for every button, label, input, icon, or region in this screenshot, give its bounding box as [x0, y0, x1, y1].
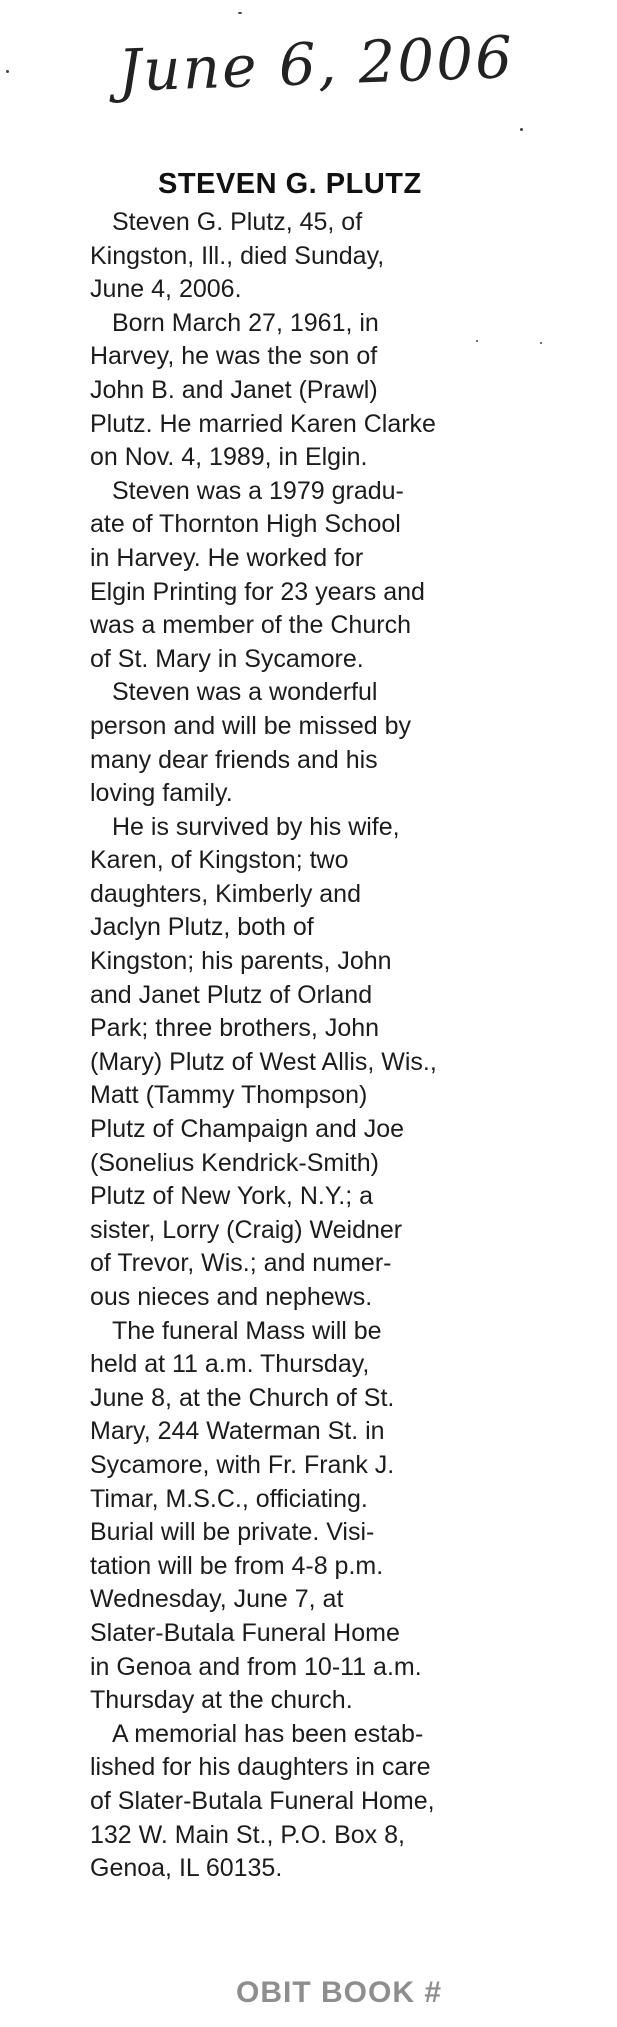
obituary-clipping	[20, 0, 540, 2027]
obituary-line: (Sonelius Kendrick-Smith)	[90, 1148, 379, 1177]
obituary-line: Kingston; his parents, John	[90, 947, 392, 976]
obituary-line: tation will be from 4-8 p.m.	[90, 1551, 384, 1580]
obituary-line: Kingston, Ill., died Sunday,	[90, 241, 385, 270]
obituary-line: Genoa, IL 60135.	[90, 1854, 283, 1883]
scan-speck	[6, 70, 9, 73]
scan-speck	[540, 342, 542, 344]
obituary-line: Timar, M.S.C., officiating.	[90, 1484, 368, 1513]
obituary-line: of Slater-Butala Funeral Home,	[90, 1786, 435, 1815]
obituary-line: Plutz. He married Karen Clarke	[90, 409, 436, 438]
obituary-line: 132 W. Main St., P.O. Box 8,	[90, 1820, 405, 1849]
obituary-body	[90, 206, 520, 1886]
obituary-line: ous nieces and nephews.	[90, 1283, 373, 1311]
obituary-line: Plutz of Champaign and Joe	[90, 1115, 405, 1144]
obituary-line: (Mary) Plutz of West Allis, Wis.,	[90, 1047, 437, 1076]
obituary-line: June 8, at the Church of St.	[90, 1383, 395, 1412]
obituary-line: Born March 27, 1961, in	[112, 308, 379, 337]
obituary-line: Slater-Butala Funeral Home	[90, 1618, 400, 1647]
obituary-line: Steven was a wonderful	[112, 678, 378, 707]
obituary-line: Mary, 244 Waterman St. in	[90, 1417, 385, 1446]
obituary-title: STEVEN G. PLUTZ	[158, 168, 422, 200]
obituary-line: Thursday at the church.	[90, 1686, 353, 1715]
obituary-line: Plutz of New York, N.Y.; a	[90, 1182, 374, 1211]
obituary-line: lished for his daughters in care	[90, 1753, 431, 1782]
obituary-line: Elgin Printing for 23 years and	[90, 577, 425, 606]
obituary-line: on Nov. 4, 1989, in Elgin.	[90, 443, 368, 472]
obituary-line: Steven G. Plutz, 45, of	[112, 208, 363, 236]
obituary-line: in Harvey. He worked for	[90, 543, 364, 572]
obituary-line: held at 11 a.m. Thursday,	[90, 1350, 370, 1379]
obituary-line: Steven was a 1979 gradu-	[112, 476, 404, 505]
obituary-line: A memorial has been estab-	[112, 1719, 424, 1748]
obituary-line: Wednesday, June 7, at	[90, 1585, 344, 1614]
obituary-line: Park; three brothers, John	[90, 1014, 380, 1043]
obituary-line: Jaclyn Plutz, both of	[90, 913, 314, 942]
obituary-line: loving family.	[90, 779, 233, 808]
handwritten-date: June 6, 2006	[116, 23, 516, 105]
obituary-line: in Genoa and from 10-11 a.m.	[90, 1652, 422, 1681]
obituary-line: Matt (Tammy Thompson)	[90, 1081, 368, 1110]
obituary-line: person and will be missed by	[90, 711, 411, 740]
obituary-line: Harvey, he was the son of	[90, 342, 378, 371]
obit-book-stamp: OBIT BOOK #	[236, 1976, 443, 2009]
obituary-line: many dear friends and his	[90, 745, 378, 774]
obituary-line: of St. Mary in Sycamore.	[90, 644, 364, 673]
obituary-line: Burial will be private. Visi-	[90, 1518, 375, 1547]
obituary-line: Karen, of Kingston; two	[90, 846, 349, 875]
obituary-line: daughters, Kimberly and	[90, 879, 361, 908]
obituary-line: ate of Thornton High School	[90, 510, 401, 539]
obituary-line: and Janet Plutz of Orland	[90, 980, 373, 1009]
obituary-line: June 4, 2006.	[90, 275, 242, 304]
obituary-line: was a member of the Church	[90, 611, 411, 640]
obituary-line: of Trevor, Wis.; and numer-	[90, 1249, 392, 1278]
obituary-line: John B. and Janet (Prawl)	[90, 375, 378, 404]
obituary-line: The funeral Mass will be	[112, 1316, 382, 1345]
obituary-line: He is survived by his wife,	[112, 812, 400, 841]
obituary-line: Sycamore, with Fr. Frank J.	[90, 1450, 395, 1479]
obituary-line: sister, Lorry (Craig) Weidner	[90, 1215, 403, 1244]
